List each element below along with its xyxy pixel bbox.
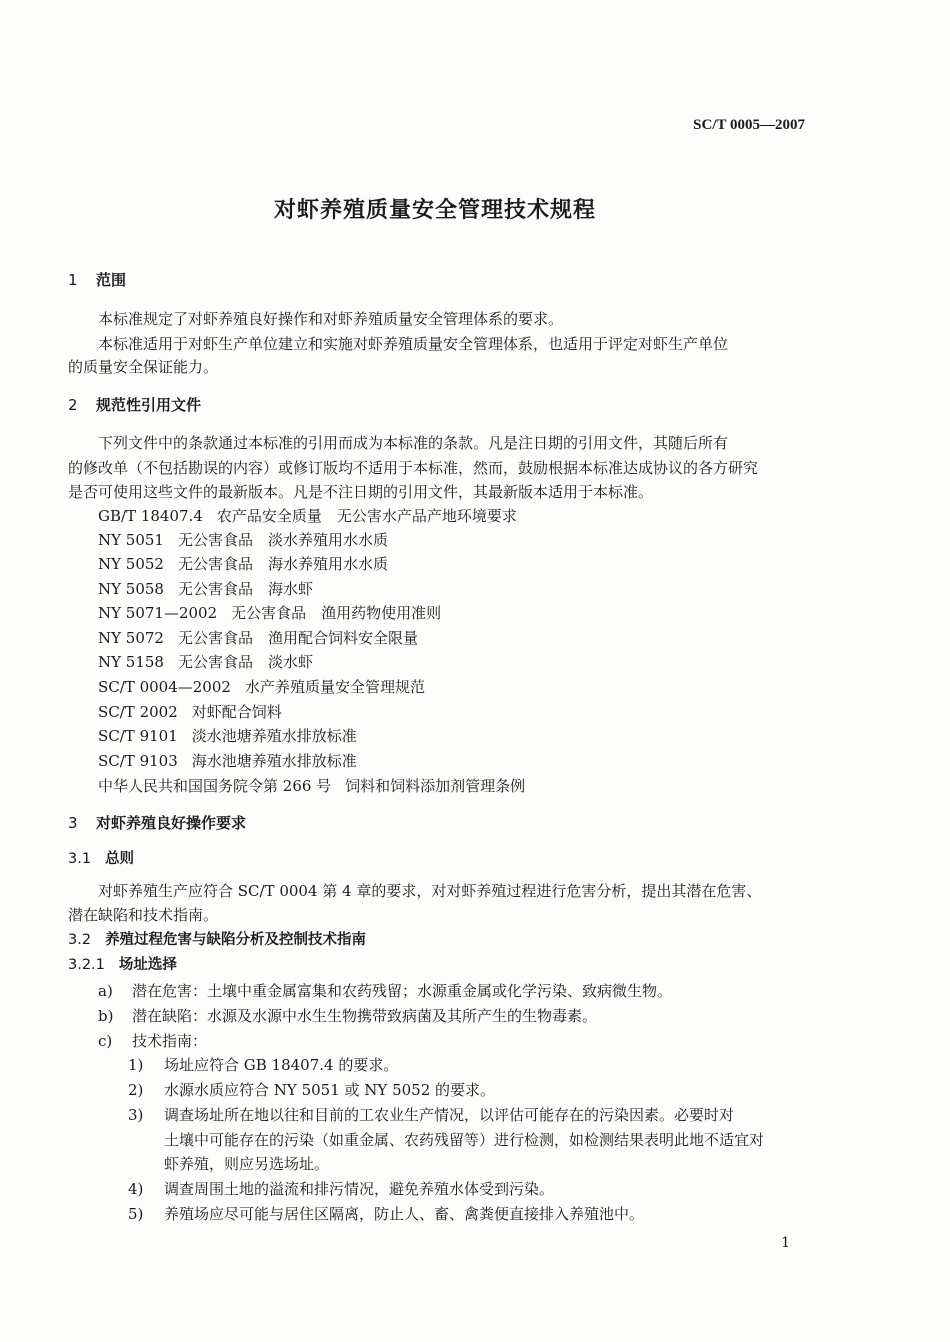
list-text: 调查场址所在地以往和目前的工农业生产情况，以评估可能存在的污染因素。必要时对 xyxy=(164,1106,735,1124)
document-title: 对虾养殖质量安全管理技术规程 xyxy=(273,198,596,223)
sub-list-item xyxy=(128,1182,554,1197)
subsection-number: 3.2.1 xyxy=(68,957,105,973)
reference-title: 无公害食品 淡水养殖用水水质 xyxy=(177,531,388,549)
reference-item xyxy=(98,582,313,597)
list-label: 5) xyxy=(128,1205,144,1223)
section-number: 1 xyxy=(68,271,78,289)
list-text: 技术指南： xyxy=(132,1032,208,1050)
page-number: 1 xyxy=(781,1235,790,1251)
list-label: a) xyxy=(98,982,113,1000)
reference-title: 无公害食品 海水虾 xyxy=(177,580,313,598)
reference-item xyxy=(98,729,357,744)
reference-item xyxy=(98,509,517,524)
subsection-number: 3.2 xyxy=(68,932,92,948)
section-title: 范围 xyxy=(96,271,127,289)
list-label: 3) xyxy=(128,1106,144,1124)
paragraph: 本标准适用于对虾生产单位建立和实施对虾养殖质量安全管理体系，也适用于评定对虾生产单位 xyxy=(98,335,729,353)
paragraph-continuation: 是否可使用这些文件的最新版本。凡是不注日期的引用文件，其最新版本适用于本标准。 xyxy=(68,483,654,501)
reference-item xyxy=(98,754,357,769)
reference-title: 无公害食品 渔用药物使用准则 xyxy=(231,604,442,622)
reference-item xyxy=(98,680,425,695)
sub-list-item xyxy=(128,1058,398,1073)
list-item xyxy=(98,1009,597,1024)
section-2-heading xyxy=(68,398,201,413)
section-title: 对虾养殖良好操作要求 xyxy=(96,814,247,832)
sub-list-item xyxy=(128,1108,734,1123)
reference-title: 农产品安全质量 无公害水产品产地环境要求 xyxy=(216,507,517,525)
reference-title: 无公害食品 淡水虾 xyxy=(177,653,313,671)
reference-item xyxy=(98,606,441,621)
list-item xyxy=(98,984,672,999)
reference-item xyxy=(98,655,313,670)
sub-list-item xyxy=(128,1083,495,1098)
paragraph-continuation: 的修改单（不包括勘误的内容）或修订版均不适用于本标准，然而，鼓励根据本标准达成协议的各方研究 xyxy=(68,459,759,477)
reference-code: NY 5071—2002 xyxy=(98,604,218,622)
list-label: 1) xyxy=(128,1056,144,1074)
section-number: 3 xyxy=(68,814,78,832)
list-label: 2) xyxy=(128,1081,144,1099)
reference-code: NY 5051 xyxy=(98,531,164,549)
paragraph: 对虾养殖生产应符合 SC/T 0004 第 4 章的要求，对对虾养殖过程进行危害分析，提出其潜在危害、 xyxy=(98,882,762,900)
subsection-3-2-1-heading xyxy=(68,958,177,973)
reference-code: SC/T 0004—2002 xyxy=(98,678,231,696)
reference-title: 淡水池塘养殖水排放标准 xyxy=(191,727,357,745)
sub-list-continuation: 土壤中可能存在的污染（如重金属、农药残留等）进行检测，如检测结果表明此地不适宜对 xyxy=(164,1131,765,1149)
reference-title: 水产养殖质量安全管理规范 xyxy=(244,678,425,696)
subsection-title: 场址选择 xyxy=(118,957,177,973)
section-title: 规范性引用文件 xyxy=(96,396,202,414)
reference-title: 海水池塘养殖水排放标准 xyxy=(191,752,357,770)
reference-item xyxy=(98,631,418,646)
subsection-number: 3.1 xyxy=(68,851,92,867)
reference-title: 对虾配合饲料 xyxy=(191,703,282,721)
paragraph: 下列文件中的条款通过本标准的引用而成为本标准的条款。凡是注日期的引用文件，其随后所有 xyxy=(98,434,729,452)
reference-title: 饲料和饲料添加剂管理条例 xyxy=(345,777,526,795)
paragraph-continuation: 潜在缺陷和技术指南。 xyxy=(68,906,219,924)
list-label: 4) xyxy=(128,1180,144,1198)
reference-code: SC/T 9101 xyxy=(98,727,178,745)
subsection-3-2-heading xyxy=(68,933,366,948)
standard-code: SC/T 0005—2007 xyxy=(693,117,805,133)
section-1-heading xyxy=(68,273,126,288)
sub-list-continuation: 虾养殖，则应另选场址。 xyxy=(164,1155,330,1173)
subsection-3-1-heading xyxy=(68,852,134,867)
paragraph: 本标准规定了对虾养殖良好操作和对虾养殖质量安全管理体系的要求。 xyxy=(98,310,564,328)
sub-list-item xyxy=(128,1207,644,1222)
list-text: 养殖场应尽可能与居住区隔离，防止人、畜、禽粪便直接排入养殖池中。 xyxy=(164,1205,645,1223)
list-text: 潜在危害：土壤中重金属富集和农药残留；水源重金属或化学污染、致病微生物。 xyxy=(132,982,673,1000)
reference-code: NY 5052 xyxy=(98,555,164,573)
reference-code: NY 5072 xyxy=(98,629,164,647)
section-number: 2 xyxy=(68,396,78,414)
list-text: 水源水质应符合 NY 5051 或 NY 5052 的要求。 xyxy=(164,1081,496,1099)
reference-item xyxy=(98,705,282,720)
paragraph-continuation: 的质量安全保证能力。 xyxy=(68,358,219,376)
list-text: 潜在缺陷：水源及水源中水生生物携带致病菌及其所产生的生物毒素。 xyxy=(132,1007,598,1025)
reference-code: GB/T 18407.4 xyxy=(98,507,203,525)
section-3-heading xyxy=(68,816,246,831)
list-text: 场址应符合 GB 18407.4 的要求。 xyxy=(164,1056,399,1074)
reference-code: SC/T 2002 xyxy=(98,703,178,721)
list-label: c) xyxy=(98,1032,113,1050)
subsection-title: 总则 xyxy=(105,851,135,867)
reference-title: 无公害食品 海水养殖用水水质 xyxy=(177,555,388,573)
reference-code: SC/T 9103 xyxy=(98,752,178,770)
subsection-title: 养殖过程危害与缺陷分析及控制技术指南 xyxy=(105,932,367,948)
reference-code: NY 5158 xyxy=(98,653,164,671)
list-item xyxy=(98,1034,207,1049)
reference-code: 中华人民共和国国务院令第 266 号 xyxy=(98,777,332,795)
list-text: 调查周围土地的溢流和排污情况，避免养殖水体受到污染。 xyxy=(164,1180,555,1198)
reference-code: NY 5058 xyxy=(98,580,164,598)
reference-item xyxy=(98,779,525,794)
reference-item xyxy=(98,533,388,548)
reference-title: 无公害食品 渔用配合饲料安全限量 xyxy=(177,629,418,647)
reference-item xyxy=(98,557,388,572)
list-label: b) xyxy=(98,1007,114,1025)
